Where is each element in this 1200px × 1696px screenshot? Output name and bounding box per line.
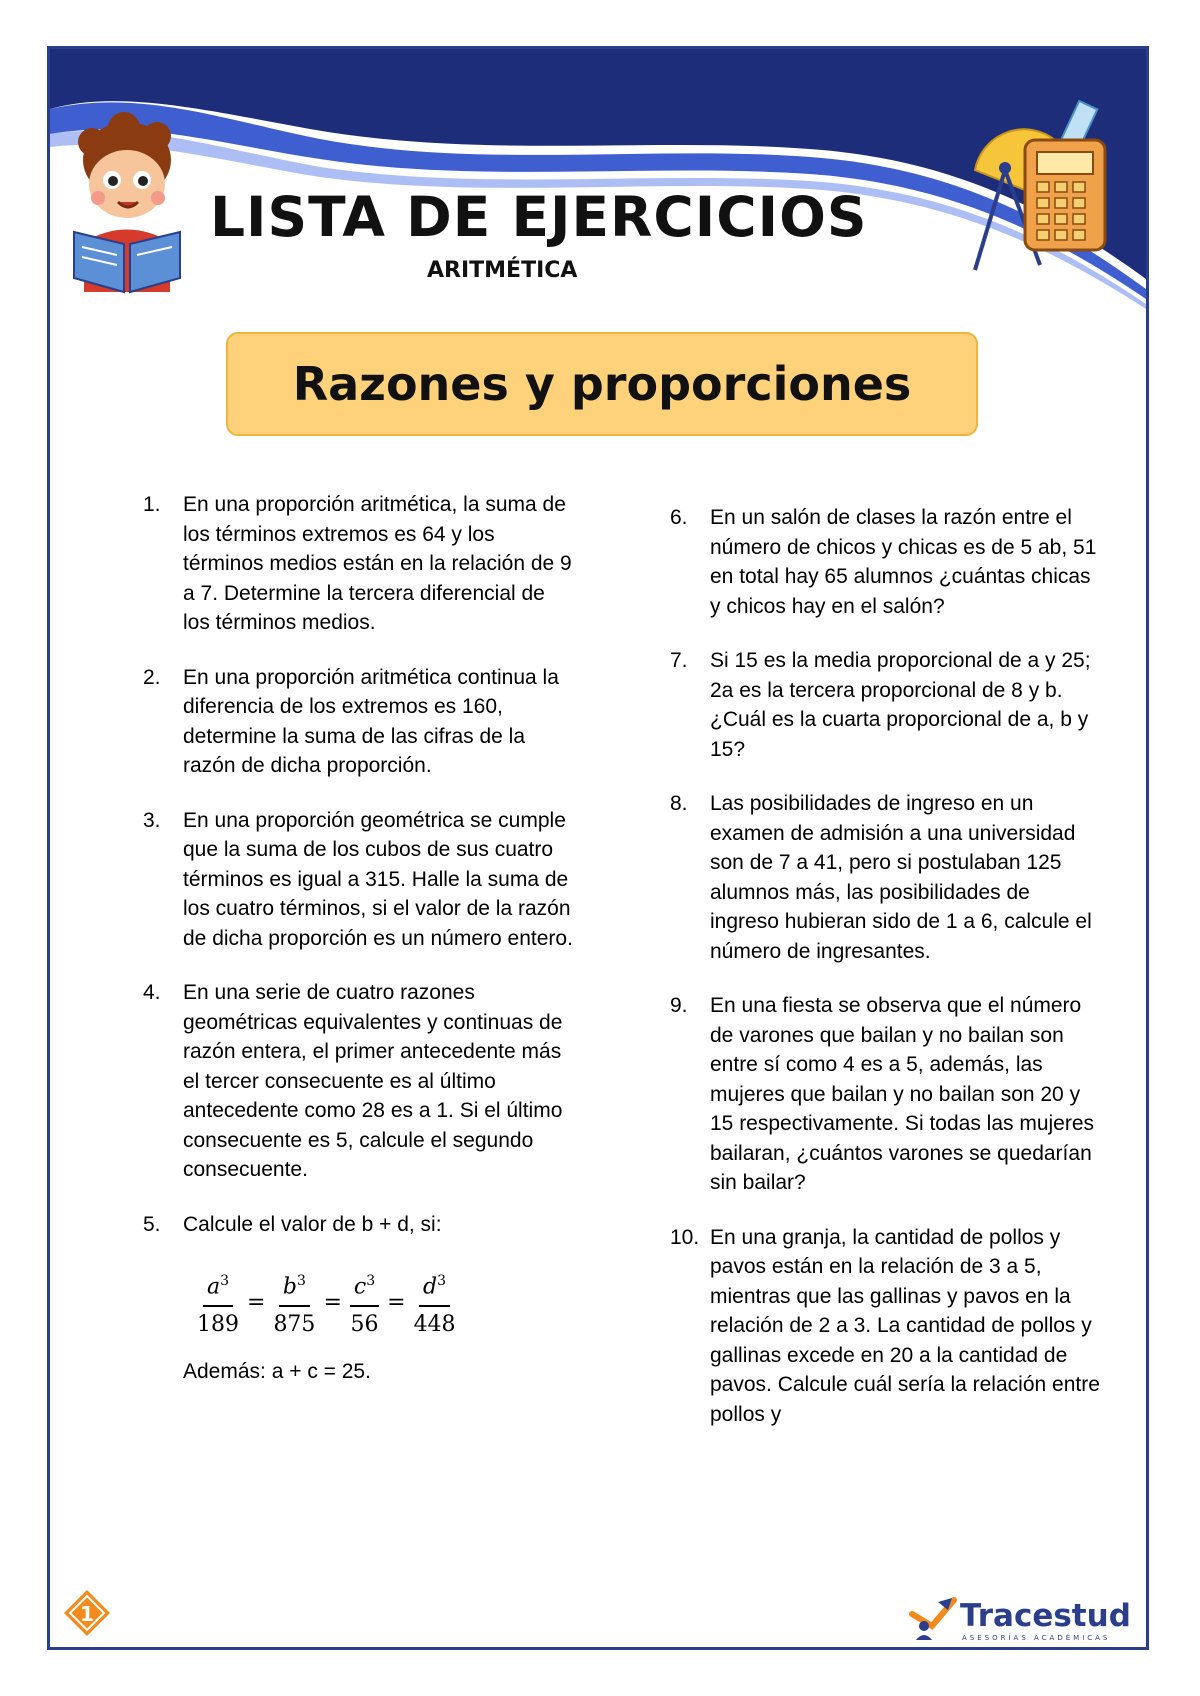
exercise-2	[143, 663, 573, 781]
exercise-4	[143, 978, 573, 1185]
exercise-5-note: Además: a + c = 25.	[183, 1360, 371, 1384]
exercise-column-left	[143, 490, 573, 1387]
fraction-a: $\frac{a^3}{189}$	[197, 1267, 239, 1339]
exercise-number: 6.	[670, 506, 688, 529]
exercise-number: 8.	[670, 792, 688, 815]
exercise-column-right	[670, 503, 1100, 1429]
exercise-8	[670, 789, 1100, 966]
exercise-text: En una serie de cuatro razones geométricas equivalentes y continuas de razón entera, el primer antecedente más el tercer consecuente es al último antecedente como 28 es a 1. Si el último consecuente es 5, calcule el segundo consecuente.	[183, 981, 563, 1181]
topic-title: Razones y proporciones	[292, 357, 912, 411]
exercise-number: 9.	[670, 994, 688, 1017]
exercise-10	[670, 1223, 1100, 1430]
fraction-c: $\frac{c^3}{56}$	[350, 1267, 379, 1339]
brand-name: Tracestud	[960, 1598, 1131, 1634]
exercise-number: 7.	[670, 649, 688, 672]
page-title: LISTA DE EJERCICIOS	[210, 185, 868, 249]
topic-banner	[226, 332, 978, 436]
exercise-7	[670, 646, 1100, 764]
exercise-number: 5.	[143, 1212, 161, 1236]
page-subtitle: ARITMÉTICA	[427, 258, 578, 283]
student-illustration	[62, 112, 192, 302]
exercise-5	[143, 1210, 573, 1240]
fraction-b: $\frac{b^3}{875}$	[273, 1267, 315, 1339]
fraction-d: $\frac{d^3}{448}$	[414, 1267, 456, 1339]
brand-tagline: ASESORÍAS ACADÉMICAS	[962, 1634, 1111, 1642]
exercise-text: Las posibilidades de ingreso en un examen de admisión a una universidad son de 7 a 41, pero si postulaban 125 alumnos más, las posibilidades de ingreso hubieran sido de 1 a 6, calcule el número de ingresantes.	[710, 792, 1092, 963]
proportion-formula: $\frac{a^3}{189}$ = $\frac{b^3}{875}$ = $\frac{c^3}{56}$ = $\frac{d^3}{448}$	[195, 1267, 573, 1339]
exercise-9	[670, 991, 1100, 1198]
exercise-text: En una fiesta se observa que el número de varones que bailan y no bailan son entre sí como 4 es a 5, además, las mujeres que bailan y no bailan son 20 y 15 respectivamente. Si todas las mujeres bailaran, ¿cuántos varones se quedarían sin bailar?	[710, 994, 1095, 1194]
math-tools-illustration	[945, 100, 1115, 280]
exercise-text: En una proporción aritmética, la suma de los términos extremos es 64 y los términos medios están en la relación de 9 a 7. Determine la tercera diferencial de los términos medios.	[183, 493, 572, 634]
exercise-number: 2.	[143, 665, 161, 689]
logo-mark-icon	[908, 1596, 958, 1642]
exercise-3	[143, 806, 573, 954]
exercise-text: Calcule el valor de b + d, si:	[183, 1212, 442, 1236]
exercise-text: En una proporción geométrica se cumple que la suma de los cubos de sus cuatro términos es igual a 315. Halle la suma de los cuatro términos, si el valor de la razón de dicha proporción es un número entero.	[183, 808, 573, 950]
exercise-6	[670, 503, 1100, 621]
exercise-text: Si 15 es la media proporcional de a y 25; 2a es la tercera proporcional de 8 y b. ¿Cuál es la cuarta proporcional de a, b y 15?	[710, 649, 1091, 761]
exercise-1	[143, 490, 573, 638]
exercise-number: 3.	[143, 808, 161, 832]
brand-logo	[908, 1596, 1131, 1646]
exercise-number: 1.	[143, 493, 161, 516]
exercise-text: En un salón de clases la razón entre el número de chicos y chicas es de 5 ab, 51 en total hay 65 alumnos ¿cuántas chicas y chicos hay en el salón?	[710, 506, 1097, 618]
exercise-number: 4.	[143, 981, 161, 1004]
exercise-text: En una proporción aritmética continua la diferencia de los extremos es 160, determine la suma de las cifras de la razón de dicha proporción.	[183, 665, 559, 777]
page-number-badge	[62, 1588, 112, 1638]
exercise-number: 10.	[670, 1225, 700, 1249]
exercise-text: En una granja, la cantidad de pollos y pavos están en la relación de 3 a 5, mientras que las gallinas y pavos en la relación de 2 a 3. La cantidad de pollos y gallinas excede en 20 a la cantidad de pavos. Calcule cuál sería la relación entre pollos y	[710, 1225, 1100, 1426]
page-number: 1	[80, 1602, 94, 1626]
